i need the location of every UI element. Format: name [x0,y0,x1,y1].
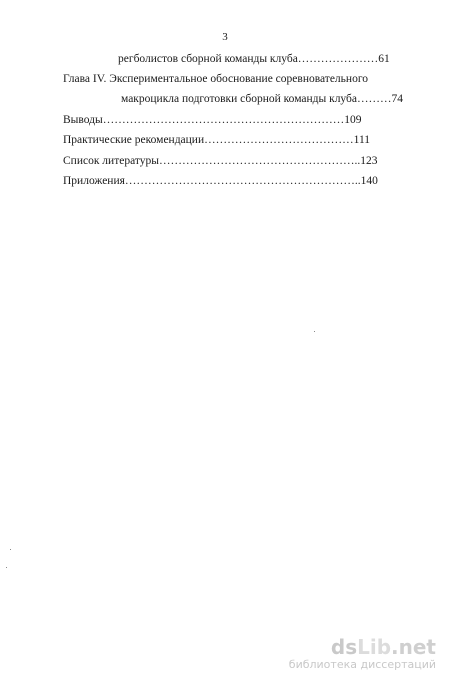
toc-entry-appendices: Приложения……………………………………………………..140 [63,175,378,187]
watermark [266,636,436,672]
toc-entry-chapter-4: Глава IV. Экспериментальное обоснование соревновательного [63,73,369,85]
scan-speck [10,549,11,550]
scan-speck [314,331,315,332]
toc-entry-conclusions: Выводы………………………………………………………109 [63,114,362,126]
scan-speck [6,567,7,568]
watermark-logo: dsLib.net [330,635,436,659]
toc-entry-continuation: регболистов сборной команды клуба…………………61 [118,53,390,65]
toc-entry-chapter-4-continuation: макроцикла подготовки сборной команды клуба………74 [121,93,403,105]
watermark-caption: библиотека диссертаций [288,658,436,671]
toc-entry-recommendations: Практические рекомендации…………………………………111 [63,134,371,146]
page-number: 3 [222,31,228,43]
toc-entry-references: Список литературы……………………………………………..123 [63,155,378,167]
